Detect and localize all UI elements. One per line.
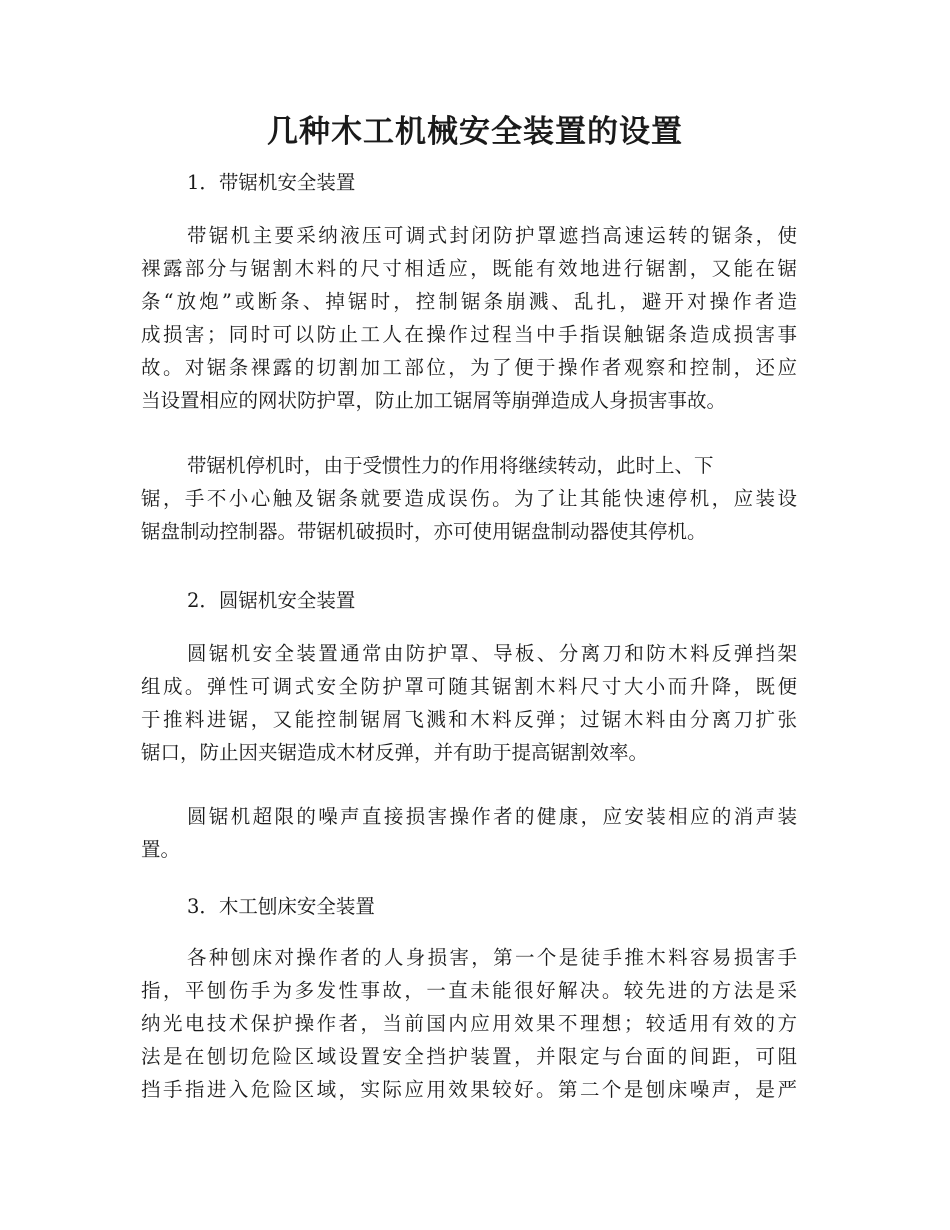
paragraph-line: 各种刨床对操作者的人身损害，第一个是徒手推木料容易损害手 <box>187 946 797 969</box>
paragraph-line: 带锯机停机时，由于受惯性力的作用将继续转动，此时上、下 <box>187 454 714 477</box>
paragraph-line: 当设置相应的网状防护罩，防止加工锯屑等崩弹造成人身损害事故。 <box>141 389 727 412</box>
paragraph-line: 锯盘制动控制器。带锯机破损时，亦可使用锯盘制动器使其停机。 <box>141 520 707 543</box>
paragraph-line: 纳光电技术保护操作者，当前国内应用效果不理想；较适用有效的方 <box>141 1012 797 1035</box>
paragraph-line: 法是在刨切危险区域设置安全挡护装置，并限定与台面的间距，可阻 <box>141 1045 797 1068</box>
section-2-paragraph-1 <box>141 637 797 769</box>
paragraph-line: 置。 <box>141 838 181 861</box>
document-title: 几种木工机械安全装置的设置 <box>267 114 683 150</box>
paragraph-line: 挡手指进入危险区域，实际应用效果较好。第二个是刨床噪声，是严 <box>141 1078 797 1101</box>
paragraph-line: 圆锯机超限的噪声直接损害操作者的健康，应安装相应的消声装 <box>187 805 797 828</box>
paragraph-line: 于推料进锯，又能控制锯屑飞溅和木料反弹；过锯木料由分离刀扩张 <box>141 708 797 731</box>
section-heading-3: 3．木工刨床安全装置 <box>187 895 375 918</box>
paragraph-line: 故。对锯条裸露的切割加工部位，为了便于操作者观察和控制，还应 <box>141 356 797 379</box>
section-2-paragraph-2 <box>141 800 797 866</box>
paragraph-line: 圆锯机安全装置通常由防护罩、导板、分离刀和防木料反弹挡架 <box>187 642 797 665</box>
paragraph-line: 锯口，防止因夹锯造成木材反弹，并有助于提高锯割效率。 <box>141 741 649 764</box>
paragraph-line: 裸露部分与锯割木料的尺寸相适应，既能有效地进行锯割，又能在锯 <box>141 257 797 280</box>
section-heading-1: 1．带锯机安全装置 <box>187 171 356 194</box>
paragraph-line: 指，平刨伤手为多发性事故，一直未能很好解决。较先进的方法是采 <box>141 979 797 1002</box>
paragraph-line: 成损害；同时可以防止工人在操作过程当中手指误触锯条造成损害事 <box>141 323 797 346</box>
section-1-paragraph-1 <box>141 219 797 417</box>
section-1-paragraph-2 <box>141 449 797 548</box>
section-heading-2: 2．圆锯机安全装置 <box>187 589 356 612</box>
paragraph-line: 带锯机主要采纳液压可调式封闭防护罩遮挡高速运转的锯条，使 <box>187 224 797 247</box>
paragraph-line: 条“放炮”或断条、掉锯时，控制锯条崩溅、乱扎，避开对操作者造 <box>141 290 797 313</box>
paragraph-line: 组成。弹性可调式安全防护罩可随其锯割木料尺寸大小而升降，既便 <box>141 675 797 698</box>
paragraph-line: 锯，手不小心触及锯条就要造成误伤。为了让其能快速停机，应装设 <box>141 487 797 510</box>
section-3-paragraph-1 <box>141 941 797 1106</box>
